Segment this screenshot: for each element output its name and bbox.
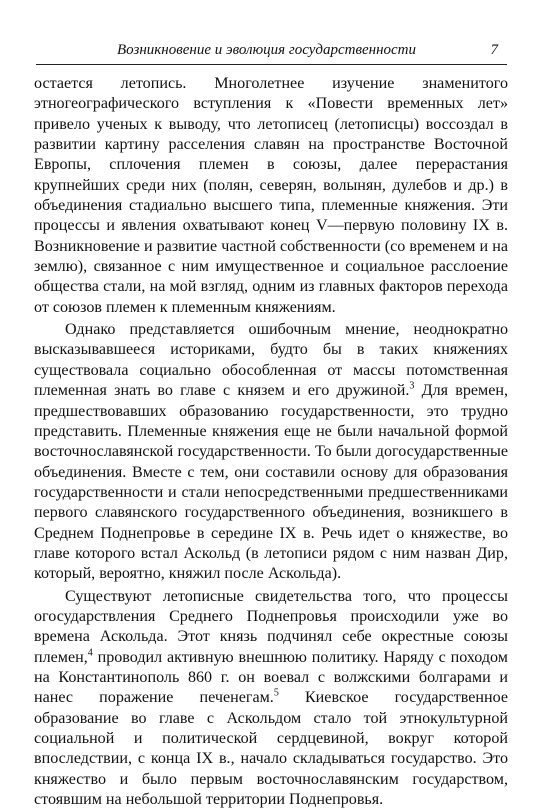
text-segment: Для времен, предшествовавших образованию государственности, это трудно представить. Племенные княжения еще не были начальной формой восточнославянской государственности. То были догосударственные объединения. Вместе с тем, они составили основу для образования государственности и стали непосредственными предшественниками первого славянского государственного объединения, возникшего в Среднем Поднепровье в середине IX в. Речь идет о княжестве, во главе которого встал Аскольд (в летописи рядом с ним назван Дир, который, вероятно, княжил после Аскольда). [34, 382, 508, 583]
body-text [34, 74, 508, 810]
footnote-ref: 5 [273, 687, 279, 699]
text-segment: Киевское государственное образование во главе с Аскольдом стало той этнокультурной социальной и политической сердцевиной, вокруг которой впоследствии, с конца IX в., начало складываться государство. Это княжество и было первым восточнославянским государством, стоявшим на небольшой территории Поднепровья. [34, 689, 509, 809]
running-header-title: Возникновение и эволюция государственности [117, 42, 417, 58]
header-rule [36, 64, 507, 65]
footnote-ref: 4 [87, 647, 93, 659]
text-segment: проводил активную внешнюю политику. Наряду с походом на Константинополь 860 г. он воевал с волжскими болгарами и нанес поражение печенегам. [34, 648, 508, 707]
text-segment: остается летопись. Многолетнее изучение знаменитого этногеографического вступления к «Повести временных лет» привело ученых к выводу, что летописец (летописцы) воссоздал в развитии картину расселения славян на пространстве Восточной Европы, сплочения племен в союзы, далее перерастания крупнейших среди них (полян, северян, волынян, дулебов и др.) в объединения стадиально высшего типа, племенные княжения. Эти процессы и явления охватывают конец V—первую половину IX в. Возникновение и развитие частной собственности (со временем и на землю), связанное с ним имущественное и социальное расслоение общества стали, на мой взгляд, одним из главных факторов перехода от союзов племен к племенным княжениям. [34, 75, 508, 316]
footnote-ref: 3 [409, 380, 415, 392]
paragraph-1 [34, 74, 508, 318]
page-number: 7 [490, 42, 498, 58]
paragraph-3 [34, 587, 508, 810]
paragraph-2 [34, 320, 508, 584]
text-segment: Однако представляется ошибочным мнение, неоднократно высказывавшееся историками, будто бы в таких княжениях существовала социально обособленная от массы потомственная племенная знать во главе с князем и его дружиной. [34, 321, 508, 400]
text-segment: Существуют летописные свидетельства того, что процессы огосударствления Среднего Поднепровья происходили уже во времена Аскольда. Этот князь подчинял себе окрестные союзы племен, [34, 587, 508, 666]
running-header [100, 42, 508, 62]
